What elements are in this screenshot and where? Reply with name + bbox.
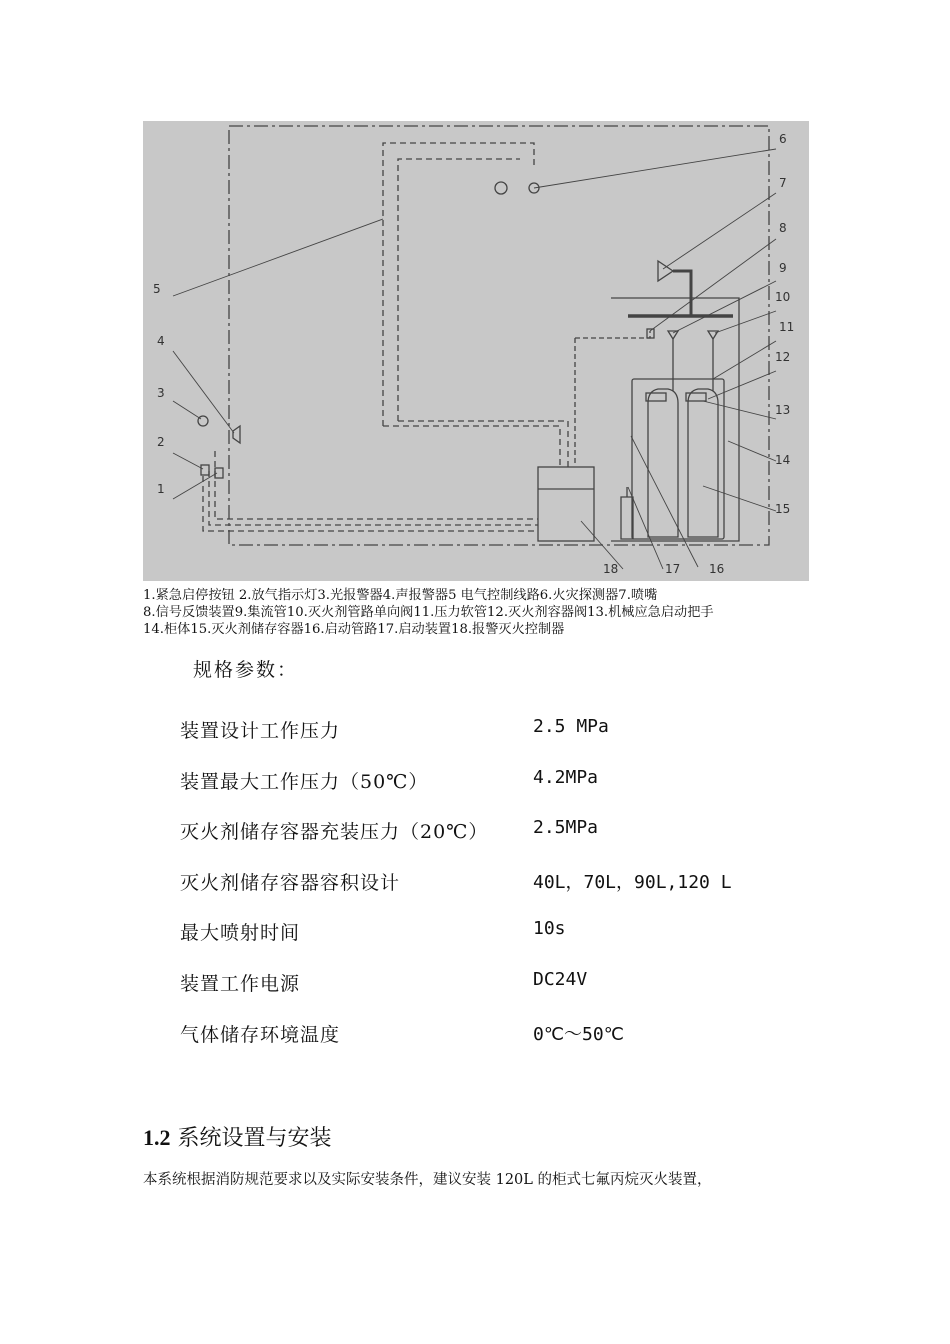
spec-value: 2.5 MPa — [533, 716, 609, 737]
callout-label: 5 — [153, 282, 161, 296]
cylinder-2 — [688, 389, 718, 537]
sound-alarm-shape — [233, 426, 240, 443]
spec-label: 装置工作电源 — [180, 972, 301, 995]
section-title — [143, 1121, 332, 1152]
callout-label: 11 — [779, 320, 795, 334]
section-paragraph: 本系统根据消防规范要求以及实际安装条件，建议安装 120L 的柜式七氟丙烷灭火装置， — [143, 1172, 712, 1188]
spec-label: 灭火剂储存容器容积设计 — [180, 871, 401, 894]
callout-label: 8 — [779, 221, 787, 235]
start-device — [621, 497, 633, 539]
caption-line: 14.柜体15.灭火剂储存容器16.启动管路17.启动装置18.报警灭火控制器 — [143, 622, 565, 637]
callout-label: 9 — [779, 261, 787, 275]
callout-label: 10 — [775, 290, 791, 304]
cabinet-outline — [611, 298, 739, 541]
spec-label: 装置设计工作压力 — [180, 720, 341, 742]
alarm-controller-box — [538, 467, 594, 541]
callout-label: 17 — [665, 562, 681, 576]
detector-circle-1 — [495, 182, 507, 194]
cylinder-1 — [648, 389, 678, 537]
callout-label: 3 — [157, 386, 165, 400]
figure-caption — [143, 587, 823, 638]
caption-line: 8.信号反馈装置9.集流管10.灭火剂管路单向阀11.压力软管12.灭火剂容器阀13.机械应急启动把手 — [143, 605, 714, 620]
section-number: 1.2 — [143, 1125, 171, 1150]
spec-label: 装置最大工作压力（50℃） — [180, 770, 429, 793]
spec-value: 10s — [533, 918, 566, 940]
callout-label: 14 — [775, 453, 791, 467]
callout-label: 2 — [157, 435, 165, 449]
callout-label: 1 — [157, 482, 165, 496]
spec-heading: 规格参数： — [193, 659, 299, 681]
spec-value: 40L，70L，90L,120 L — [533, 871, 732, 893]
spec-value: 0℃～50℃ — [533, 1023, 624, 1045]
callout-label: 6 — [779, 132, 787, 146]
callout-label: 7 — [779, 176, 787, 190]
spec-value: 4.2MPa — [533, 766, 599, 788]
callout-label: 16 — [709, 562, 725, 576]
callout-label: 4 — [157, 334, 165, 348]
spec-value: DC24V — [533, 968, 588, 990]
callout-label: 15 — [775, 502, 791, 516]
spec-label: 灭火剂储存容器充装压力（20℃） — [180, 821, 489, 844]
spec-value: 2.5MPa — [533, 817, 599, 839]
spec-label: 气体储存环境温度 — [180, 1023, 341, 1046]
system-diagram — [143, 121, 809, 581]
callout-label: 18 — [603, 562, 619, 576]
control-line-inner — [398, 159, 520, 421]
control-line-outer — [383, 143, 534, 426]
system-diagram-svg — [143, 121, 809, 581]
section-title-text: 系统设置与安装 — [177, 1126, 332, 1151]
callout-label: 13 — [775, 403, 791, 417]
caption-line: 1.紧急启停按钮 2.放气指示灯3.光报警器4.声报警器5 电气控制线路6.火灾探测器7.喷嘴 — [143, 588, 658, 603]
spec-label: 最大喷射时间 — [180, 922, 301, 945]
callout-label: 12 — [775, 350, 791, 364]
